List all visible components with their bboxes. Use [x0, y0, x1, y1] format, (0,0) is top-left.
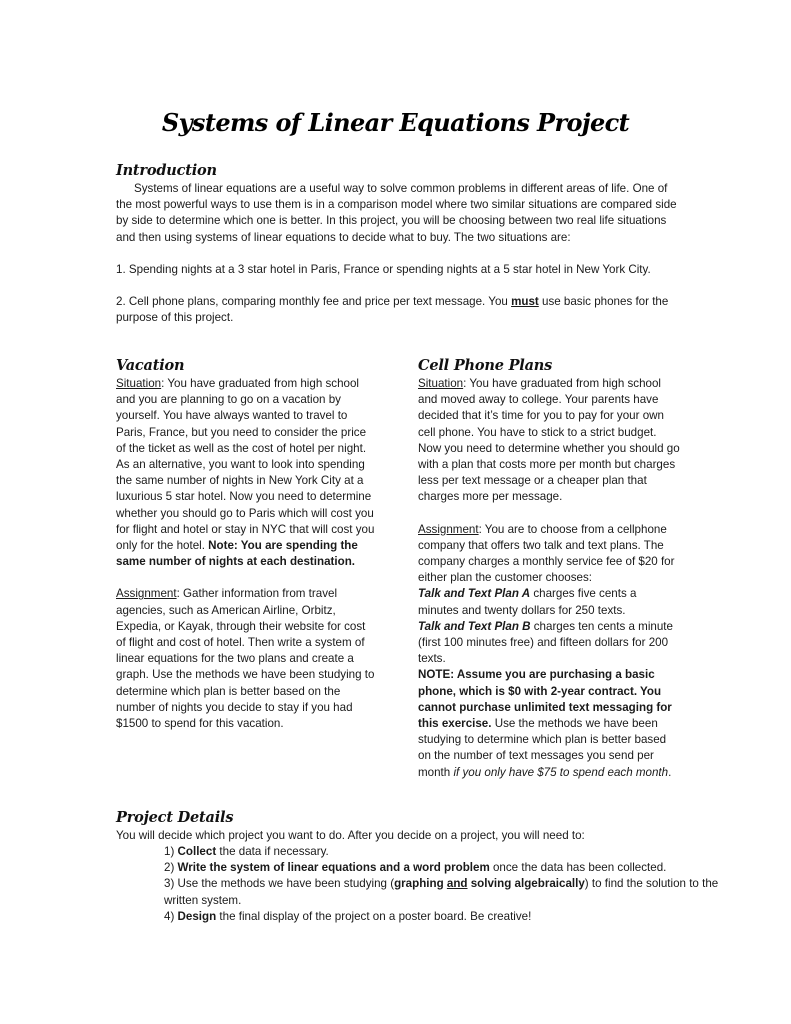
situation-label: Situation: [418, 377, 464, 390]
step-text: the final display of the project on a poster board. Be creative!: [216, 909, 532, 923]
cell-phone-assignment: [418, 522, 680, 587]
situation-2-part: use basic phones for the purpose of this project.: [116, 295, 669, 325]
project-details-heading: Project Details: [116, 809, 234, 826]
step-keyword-underlined: and: [446, 877, 468, 891]
cell-phone-situation: [418, 376, 680, 506]
plan-a-name: Talk and Text Plan A: [418, 587, 531, 601]
situation-1-text: 1. Spending nights at a 3 star hotel in Paris, France or spending nights at a 5 star hotel in New York City.: [116, 262, 651, 276]
step-3: [164, 876, 724, 908]
step-text: once the data has been collected.: [489, 861, 667, 875]
situation-text: : You have graduated from high school and moved away to college. Your parents have decided that it’s time for you to pay for your own cell phone. You have to stick to a strict budget. Now you need to determine whether you should go with a plan that costs more per month but charges less per text message or a cheaper plan that charges more per message.: [418, 377, 680, 504]
vacation-heading: Vacation: [116, 357, 185, 374]
step-keyword: Collect: [177, 845, 217, 858]
document-title: Systems of Linear Equations Project: [161, 108, 630, 137]
closing-text: Use the methods we have been studying to determine which plan is better based on the number of text messages you send per month: [418, 717, 667, 779]
vacation-assignment: [116, 586, 378, 732]
closing-end: .: [668, 765, 672, 779]
step-4: [164, 909, 724, 925]
plan-a-text: charges five cents a minutes and twenty dollars for 250 texts.: [418, 587, 637, 617]
plan-b-text: charges ten cents a minute (first 100 minutes free) and fifteen dollars for 200 texts.: [418, 619, 673, 666]
project-details-intro: You will decide which project you want to do. After you decide on a project, you will need to:: [116, 829, 585, 842]
assignment-label: Assignment: [418, 522, 479, 536]
step-number: 4): [164, 909, 178, 923]
cell-phone-note: [418, 667, 680, 780]
step-keyword: Write the system of linear equations and a word problem: [177, 861, 490, 875]
step-keyword: solving algebraically: [467, 877, 585, 891]
vacation-section: [116, 376, 378, 732]
assignment-text: : You are to choose from a cellphone company that offers two talk and text plans. The company charges a monthly service fee of $20 for either plan the customer chooses:: [418, 522, 675, 585]
assignment-text: : Gather information from travel agencies, such as American Airline, Orbitz, Expedia, or Kayak, through their website for cost of flight and cost of hotel. Then write a system of linear equations for the two plans and create a graph. Use the methods we have been studying to determine which plan is better based on the number of nights you decide to stay if you had $1500 to spend for this vacation.: [116, 587, 375, 731]
situation-2-text: [116, 294, 682, 326]
step-2: [164, 860, 724, 876]
plan-b-name: Talk and Text Plan B: [418, 619, 531, 633]
vacation-situation: [116, 376, 378, 570]
introduction-paragraph: Systems of linear equations are a useful way to solve common problems in different areas of life. One of the most powerful ways to use them is in a comparison model where two similar situations are compared side by side to determine which one is better. In this project, you will be choosing between two real life situations and then using systems of linear equations to decide what to buy. The two situations are:: [116, 182, 677, 244]
step-keyword: Design: [177, 909, 217, 923]
assignment-label: Assignment: [116, 587, 177, 601]
cell-phone-heading: Cell Phone Plans: [418, 357, 553, 374]
situation-2-part: 2. Cell phone plans, comparing monthly fee and price per text message. You: [116, 295, 512, 309]
step-text: Use the methods we have been studying (: [177, 877, 395, 891]
plan-a: [418, 586, 680, 618]
step-number: 3): [164, 877, 178, 891]
note-text: NOTE: Assume you are purchasing a basic phone, which is $0 with 2-year contract. You cannot purchase unlimited text messaging for this exercise.: [418, 668, 672, 731]
step-number: 1): [164, 845, 178, 858]
project-steps-list: [164, 844, 724, 925]
step-keyword: graphing: [394, 877, 447, 891]
cell-phone-section: [418, 376, 680, 781]
introduction-section: [116, 181, 682, 326]
step-text: ) to find the solution to the written system.: [164, 877, 719, 907]
step-1: [164, 844, 724, 860]
step-number: 2): [164, 861, 178, 875]
budget-condition: if you only have $75 to spend each month: [453, 765, 669, 779]
plan-b: [418, 619, 680, 668]
introduction-heading: Introduction: [116, 162, 217, 179]
vacation-note: Note: You are spending the same number of nights at each destination.: [116, 539, 358, 569]
must-emphasis: must: [511, 295, 539, 309]
situation-label: Situation: [116, 377, 162, 390]
situation-text: : You have graduated from high school and you are planning to go on a vacation by yourself. You have always wanted to travel to Paris, France, but you need to consider the price of the ticket as well as the cost of hotel per night. As an alternative, you want to look into spending the same number of nights in New York City at a luxurious 5 star hotel. Now you need to determine whether you should go to Paris which will cost you for flight and hotel or stay in NYC that will cost you only for the hotel.: [116, 377, 375, 553]
step-text: the data if necessary.: [216, 845, 329, 858]
